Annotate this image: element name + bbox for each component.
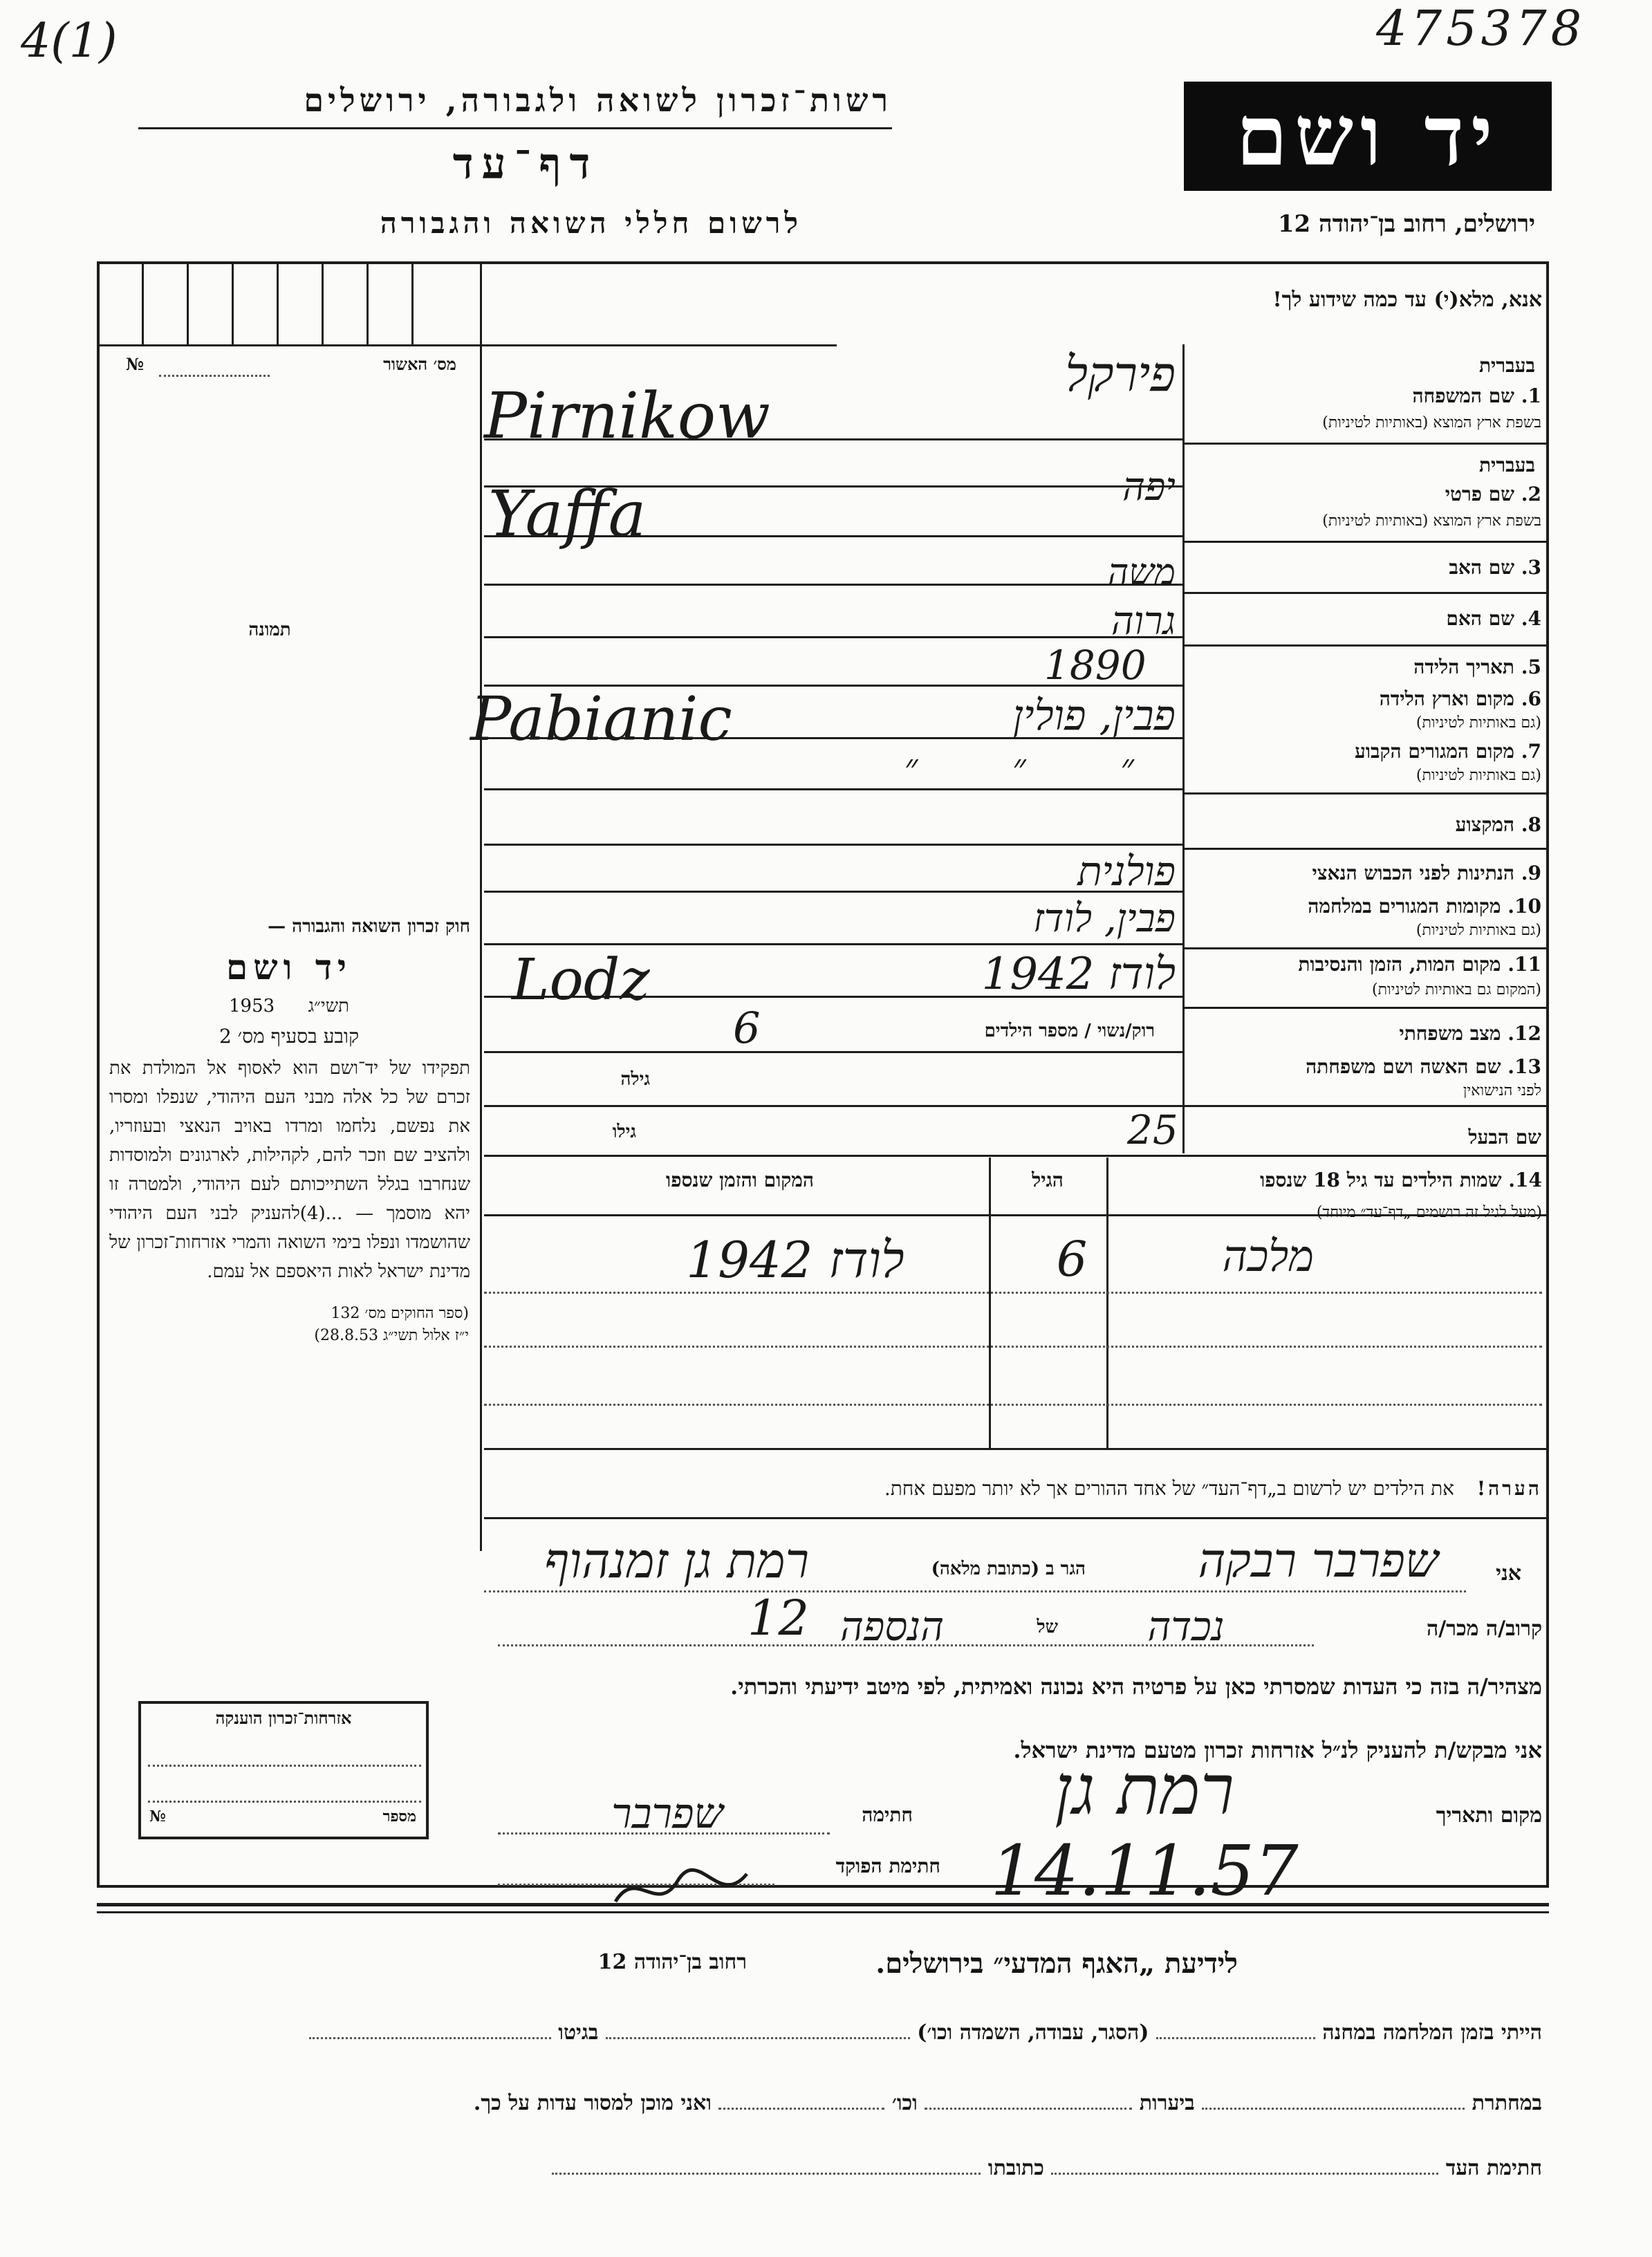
law-year-he: תשי״ג — [308, 996, 349, 1016]
field-3-label — [1449, 556, 1541, 579]
citizenship-number-label: מספר — [382, 1808, 416, 1826]
law-heading: חוק זכרון השואה והגבורה — — [268, 916, 470, 937]
footer-ghetto-label: בגיטו — [558, 2021, 599, 2045]
footer-camp-types: (הסגר, עבודה, השמדה וכו׳) — [917, 2021, 1149, 2045]
field-11-label — [1298, 953, 1541, 976]
field-13-num: 13. — [1507, 1055, 1541, 1078]
marital-status-options: רוק/נשוי / מספר הילדים — [984, 1021, 1155, 1041]
value-residence: ״ ״ ״ — [904, 747, 1176, 788]
field-8-num: 8. — [1521, 813, 1541, 836]
field-8-label — [1456, 813, 1541, 837]
declarant-address: רמת גן זמנהוף 12 — [544, 1532, 809, 1646]
footer-testimony-text: ואני מוכן למסור עדות על כך. — [473, 2091, 712, 2115]
field-12-label — [1399, 1022, 1541, 1046]
place-date-value: רמת גן 14.11.57 — [990, 1749, 1299, 1911]
approval-no-label: № — [126, 354, 145, 374]
of-value: הנספה — [839, 1603, 945, 1650]
value-surname-lat: Pirnikow — [484, 379, 770, 453]
declaration-text: מצהיר/ה בזה כי העדות שמסרתי כאן על פרטיה היא נכונה ואמיתית, לפי מיטב ידיעתי והכרתי. — [730, 1673, 1542, 1700]
law-text: תפקידו של יד־ושם הוא לאסוף אל המולדת את זכרם של כל אלה מבני העם היהודי, שנפלו ומסרו את נפשם, נלחמו ומרדו באויב הנאצי ובעוזריו, ולהציב שם וזכר להם, לקהילות, לארגונים ולמוסדות שנחרבו בגלל השתייכותם לעם היהודי, ולמטרה זו יהא מוסמך — ...(4)להעניק לבני העם היהודי שהושמדו ונפלו בימי השואה והמרי אזרחות־זכרון של מדינת ישראל לאות היאספם אל עמם. — [109, 1058, 471, 1282]
field-9-text: הנתינות לפני הכבוש הנאצי — [1312, 862, 1515, 884]
husband-label: שם הבעל — [1468, 1126, 1541, 1149]
page-subtitle: לרשום חללי השואה והגבורה — [380, 206, 802, 240]
field-2-text: שם פרטי — [1445, 483, 1515, 505]
field-6-sub: (גם באותיות לטיניות) — [1416, 714, 1541, 732]
signature-label: חתימה — [862, 1803, 913, 1826]
law-year-line — [100, 996, 479, 1016]
value-death-place-lat: Lodz — [512, 947, 650, 1013]
child-name: מלכה — [1222, 1231, 1314, 1281]
yad-vashem-logo — [1184, 82, 1552, 191]
citizenship-no-label: № — [149, 1808, 166, 1826]
page-title: דף־עד — [452, 138, 599, 189]
field-13-text: שם האשה ושם משפחתה — [1306, 1055, 1501, 1078]
footer-witness-address-label: כתובתו — [987, 2156, 1044, 2180]
children-section-label — [1113, 1169, 1542, 1192]
law-clause: קובע בסעיף מס׳ 2 — [219, 1025, 360, 1048]
signature-value: שפרבר — [611, 1790, 723, 1838]
logo-text: יד ושם — [1236, 87, 1500, 185]
wife-age-label: גילה — [620, 1069, 650, 1090]
field-12-text: מצב משפחתי — [1399, 1022, 1501, 1045]
field-2-num: 2. — [1521, 483, 1541, 505]
value-birthplace-lat: Pabianic — [470, 683, 732, 754]
field-10-sub: (גם באותיות לטיניות) — [1416, 922, 1541, 939]
official-signature-label: חתימת הפוקד — [835, 1855, 940, 1877]
col-place-header: המקום והזמן שנספו — [666, 1169, 814, 1191]
of-label: של — [1037, 1617, 1058, 1637]
photo-label: תמונה — [248, 620, 291, 640]
footer-camp-label: הייתי בזמן המלחמה במחנה — [1322, 2021, 1542, 2045]
footer-etc-label: וכו׳ — [891, 2091, 918, 2115]
place-date-label: מקום ותאריך — [1436, 1803, 1542, 1828]
children-count: 6 — [733, 1003, 761, 1053]
law-box — [100, 916, 479, 1549]
field-5-num: 5. — [1521, 656, 1541, 678]
citizenship-title: אזרחות־זכרון הוענקה — [215, 1708, 352, 1728]
footer-line-1 — [97, 2021, 1542, 2045]
children-title: שמות הילדים עד גיל 18 שנספו — [1260, 1169, 1502, 1191]
field-7-label — [1355, 740, 1541, 763]
value-birthdate: 1890 — [1044, 642, 1147, 689]
relation-value: נכדה — [1147, 1603, 1225, 1650]
footer-underground-label: במחתרת — [1472, 2091, 1542, 2115]
value-mother: גרוה — [1111, 599, 1176, 644]
approval-label: מס׳ האשור — [383, 354, 456, 374]
declarant-address-label: הגר ב (כתובת מלאה) — [931, 1559, 1086, 1579]
instruction: אנא, מלא(י) עד כמה שידוע לך! — [1272, 288, 1542, 312]
hebrew-tag-1: בעברית — [1478, 354, 1535, 377]
field-13-label — [1306, 1055, 1541, 1079]
value-father: משה — [1107, 552, 1176, 593]
field-9-num: 9. — [1521, 862, 1541, 884]
field-11-num: 11. — [1507, 953, 1541, 976]
law-ref: (ספר החוקים מס׳ 132 — [331, 1305, 469, 1322]
note-text: את הילדים יש לרשום ב„דף־העד״ של אחד ההורים אך לא יותר מפעם אחת. — [884, 1477, 1454, 1500]
value-death-place-he: לודז 1942 — [981, 949, 1176, 1000]
field-8-text: המקצוע — [1455, 813, 1515, 836]
footer-witness-signature-label: חתימת העד — [1445, 2156, 1542, 2180]
field-2-label — [1445, 483, 1541, 506]
value-birthplace-he: פבין, פולין — [1012, 691, 1176, 740]
authority-line: רשות־זכרון לשואה ולגבורה, ירושלים — [304, 82, 892, 119]
footer-address: רחוב בן־יהודה 12 — [597, 1950, 747, 1974]
field-11-sub: (המקום גם באותיות לטיניות) — [1372, 981, 1541, 999]
field-10-label — [1308, 895, 1541, 918]
approval-digit-boxes — [97, 261, 480, 344]
footer-line-2 — [97, 2091, 1542, 2115]
value-firstname-lat: Yaffa — [488, 477, 647, 551]
field-12-num: 12. — [1507, 1022, 1541, 1045]
field-3-text: שם האב — [1449, 556, 1515, 579]
field-4-text: שם האם — [1446, 607, 1515, 630]
value-nationality: פולנית — [1077, 848, 1176, 895]
field-2-sub: בשפת ארץ המוצא (באותיות לטיניות) — [1322, 512, 1541, 530]
field-3-num: 3. — [1521, 556, 1541, 579]
field-13-sub: לפני הנישואין — [1463, 1082, 1541, 1099]
child-place: לודז 1942 — [686, 1231, 904, 1289]
field-1-sub: בשפת ארץ המוצא (באותיות לטיניות) — [1322, 414, 1541, 431]
field-1-text: שם המשפחה — [1412, 384, 1515, 407]
law-ref-date: י״ז אלול תשי״ג 28.8.53) — [314, 1327, 469, 1344]
field-1-label — [1413, 384, 1541, 408]
address-header: ירושלים, רחוב בן־יהודה 12 — [1277, 210, 1535, 238]
table-row — [484, 1231, 1549, 1293]
declarant-name: שפרבר רבקה — [1198, 1534, 1438, 1588]
field-4-num: 4. — [1521, 607, 1541, 630]
note-label: הערה! — [1476, 1477, 1542, 1500]
field-4-label — [1446, 607, 1541, 631]
corner-note-left: 4(1) — [21, 14, 118, 68]
field-6-num: 6. — [1521, 687, 1541, 710]
field-6-text: מקום וארץ הלידה — [1379, 687, 1515, 710]
children-num: 14. — [1508, 1169, 1542, 1191]
husband-age-value: 25 — [1127, 1106, 1178, 1153]
field-5-label — [1413, 656, 1541, 679]
col-age-header: הגיל — [1032, 1169, 1064, 1191]
field-7-sub: (גם באותיות לטיניות) — [1416, 767, 1541, 784]
husband-age-label: גילו — [612, 1122, 636, 1142]
field-10-text: מקומות המגורים במלחמה — [1308, 895, 1501, 918]
field-7-text: מקום המגורים הקבוע — [1355, 740, 1515, 763]
value-surname-he: פירקל — [1065, 346, 1176, 402]
child-age: 6 — [1056, 1231, 1088, 1288]
footer-title: לידיעת „האגף המדעי״ בירושלים. — [875, 1947, 1238, 1980]
field-7-num: 7. — [1521, 740, 1541, 763]
citizenship-box — [138, 1701, 429, 1839]
declarant-i-label: אני — [1496, 1561, 1521, 1586]
value-wartime-residence: פבין, לודז — [1033, 896, 1176, 941]
field-9-label — [1312, 862, 1541, 885]
hebrew-tag-2: בעברית — [1478, 454, 1535, 476]
field-6-label — [1380, 687, 1541, 711]
field-1-num: 1. — [1521, 384, 1541, 407]
corner-archive-number: 475378 — [1376, 0, 1586, 57]
field-10-num: 10. — [1507, 895, 1541, 918]
children-section-sub: (מעל לגיל זה רושמים „דף־עד״ מיוחד) — [1316, 1204, 1542, 1221]
value-firstname-he: יפה — [1122, 465, 1176, 510]
footer-forests-label: ביערות — [1139, 2091, 1195, 2115]
law-org: יד ושם — [226, 947, 352, 987]
footer-line-3 — [97, 2156, 1542, 2180]
field-5-text: תאריך הלידה — [1413, 656, 1515, 678]
request-text: אני מבקש/ת להעניק לנ״ל אזרחות זכרון מטעם מדינת ישראל. — [1013, 1737, 1542, 1763]
field-11-text: מקום המות, הזמן והנסיבות — [1298, 953, 1501, 976]
relation-label: קרוב/ה מכר/ה — [1427, 1617, 1542, 1641]
law-year: 1953 — [229, 996, 275, 1016]
note-row — [491, 1477, 1542, 1501]
